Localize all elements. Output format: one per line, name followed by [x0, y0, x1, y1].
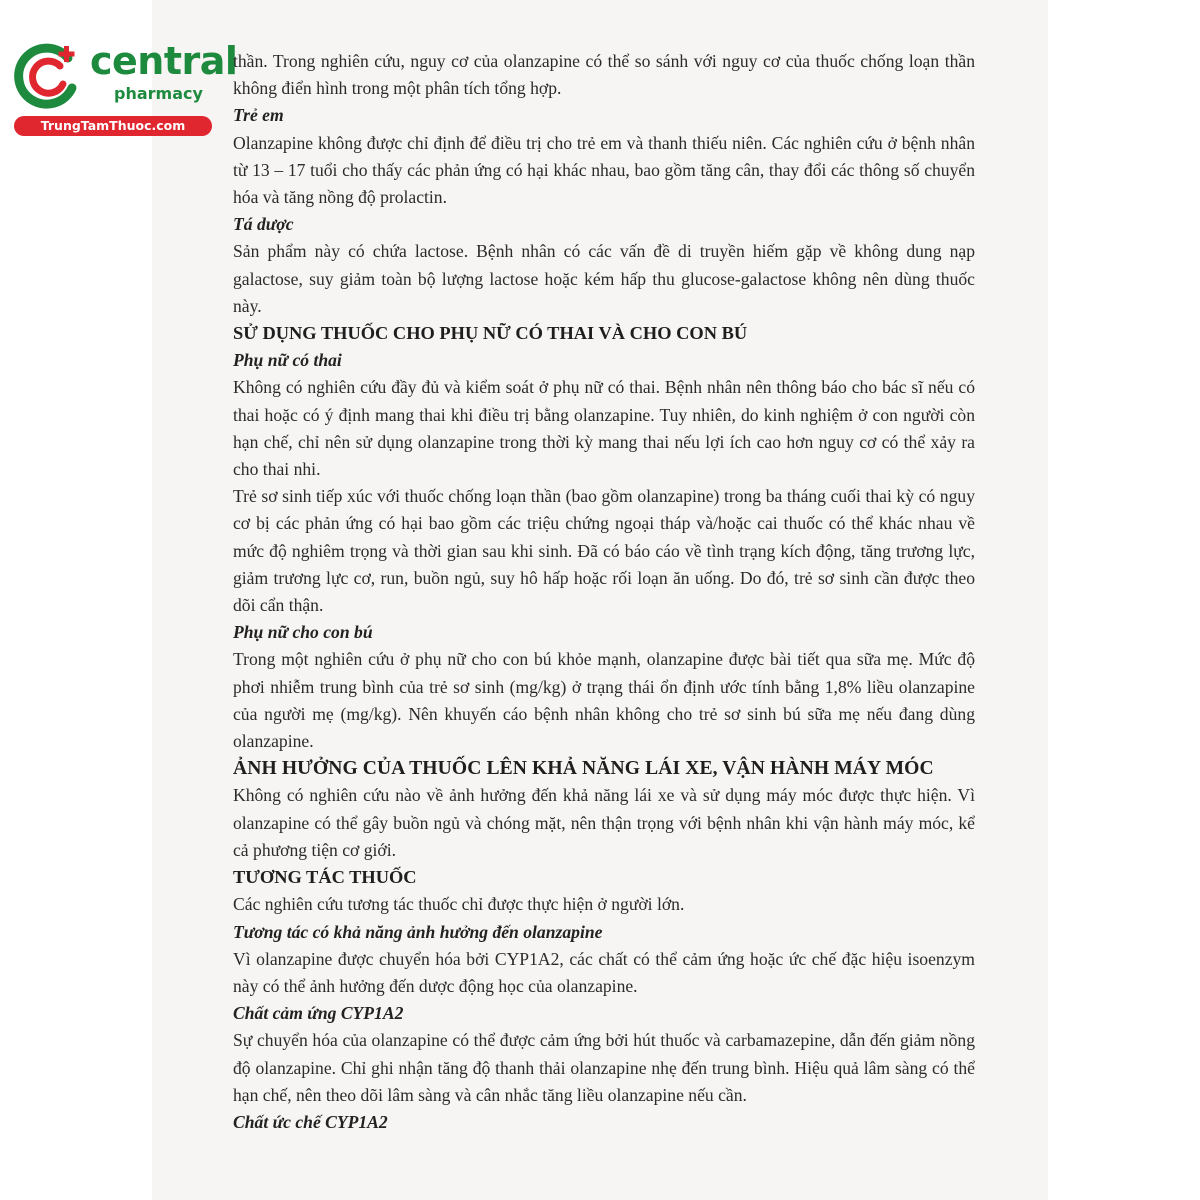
- section-heading-interactions: TƯƠNG TÁC THUỐC: [233, 867, 417, 888]
- paragraph-interactions: Các nghiên cứu tương tác thuốc chỉ được thực hiện ở người lớn.: [233, 894, 685, 915]
- paragraph-pregnant-2: Trẻ sơ sinh tiếp xúc với thuốc chống loạn thần (bao gồm olanzapine) trong ba tháng cuối thai kỳ có nguy cơ bị các phản ứng có hại bao gồm các triệu chứng ngoại tháp và/hoặc cai thuốc có thể khác nhau về mức độ nghiêm trọng và thời gian sau khi sinh. Đã có báo cáo về tình trạng kích động, tăng trương lực, giảm trương lực cơ, run, buồn ngủ, suy hô hấp hoặc rối loạn ăn uống. Do đó, trẻ sơ sinh cần được theo dõi cẩn thận.: [233, 486, 975, 616]
- subheading-excipients: Tá dược: [233, 214, 294, 235]
- document-body: [233, 48, 975, 1136]
- subheading-breastfeeding: Phụ nữ cho con bú: [233, 622, 373, 643]
- subheading-affecting-olanzapine: Tương tác có khả năng ảnh hưởng đến olanzapine: [233, 921, 603, 942]
- paragraph-excipients: Sản phẩm này có chứa lactose. Bệnh nhân có các vấn đề di truyền hiếm gặp về không dung nạp galactose, suy giảm toàn bộ lượng lactose hoặc kém hấp thu glucose-galactose không nên dùng thuốc này.: [233, 241, 975, 316]
- brand-name: central: [90, 39, 238, 83]
- brand-subtitle: pharmacy: [114, 84, 203, 103]
- paragraph-children: Olanzapine không được chỉ định để điều trị cho trẻ em và thanh thiếu niên. Các nghiên cứu ở bệnh nhân từ 13 – 17 tuổi cho thấy các phản ứng có hại khác nhau, bao gồm tăng cân, thay đổi các thông số chuyển hóa và tăng nồng độ prolactin.: [233, 132, 975, 208]
- paragraph-intro: thần. Trong nghiên cứu, nguy cơ của olanzapine có thể so sánh với nguy cơ của thuốc chống loạn thần không điển hình trong một phân tích tổng hợp.: [233, 51, 975, 99]
- site-url-badge[interactable]: TrungTamThuoc.com: [14, 116, 212, 136]
- central-pharmacy-logo[interactable]: [10, 36, 238, 140]
- subheading-cyp1a2-inhibitors: Chất ức chế CYP1A2: [233, 1111, 388, 1132]
- paragraph-driving: Không có nghiên cứu nào về ảnh hưởng đến khả năng lái xe và sử dụng máy móc được thực hiện. Vì olanzapine có thể gây buồn ngủ và chóng mặt, nên thận trọng với bệnh nhân khi vận hành máy móc, kể cả phương tiện cơ giới.: [233, 785, 975, 860]
- subheading-pregnant-women: Phụ nữ có thai: [233, 350, 342, 371]
- section-heading-driving: ẢNH HƯỞNG CỦA THUỐC LÊN KHẢ NĂNG LÁI XE, VẬN HÀNH MÁY MÓC: [233, 758, 934, 780]
- paragraph-pregnant-1: Không có nghiên cứu đầy đủ và kiểm soát ở phụ nữ có thai. Bệnh nhân nên thông báo cho bác sĩ nếu có thai hoặc có ý định mang thai khi điều trị bằng olanzapine. Tuy nhiên, do kinh nghiệm ở con người còn hạn chế, chỉ nên sử dụng olanzapine trong thời kỳ mang thai nếu lợi ích cao hơn nguy cơ có thể xảy ra cho thai nhi.: [233, 377, 975, 480]
- logo-mark-icon: [10, 36, 90, 116]
- paragraph-breastfeeding: Trong một nghiên cứu ở phụ nữ cho con bú khỏe mạnh, olanzapine được bài tiết qua sữa mẹ. Mức độ phơi nhiễm trung bình của trẻ sơ sinh (mg/kg) ở trạng thái ổn định ước tính bằng 1,8% liều olanzapine của người mẹ (mg/kg). Nên khuyến cáo bệnh nhân không cho trẻ sơ sinh bú sữa mẹ nếu đang dùng olanzapine.: [233, 649, 975, 752]
- paragraph-affecting: Vì olanzapine được chuyển hóa bởi CYP1A2, các chất có thể cảm ứng hoặc ức chế đặc hiệu isoenzym này có thể ảnh hưởng đến dược động học của olanzapine.: [233, 948, 975, 996]
- subheading-children: Trẻ em: [233, 105, 284, 126]
- section-heading-pregnancy: SỬ DỤNG THUỐC CHO PHỤ NỮ CÓ THAI VÀ CHO CON BÚ: [233, 323, 748, 344]
- subheading-cyp1a2-inducers: Chất cảm ứng CYP1A2: [233, 1003, 404, 1024]
- paragraph-inducers: Sự chuyển hóa của olanzapine có thể được cảm ứng bởi hút thuốc và carbamazepine, dẫn đến giảm nồng độ olanzapine. Chỉ ghi nhận tăng độ thanh thải olanzapine nhẹ đến trung bình. Hiệu quả lâm sàng có thể hạn chế, nên theo dõi lâm sàng và cân nhắc tăng liều olanzapine nếu cần.: [233, 1030, 975, 1105]
